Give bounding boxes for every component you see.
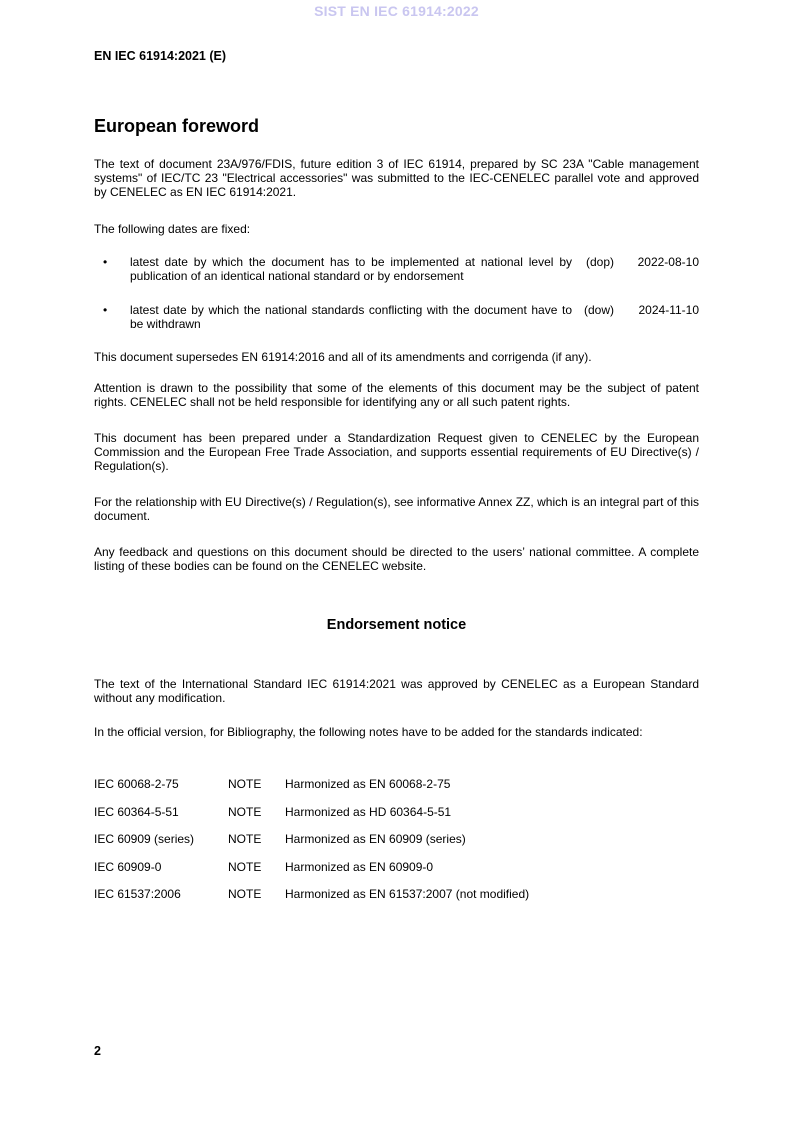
bullet-abbr: (dow) [583, 303, 614, 317]
paragraph-endorsement [94, 677, 699, 705]
bullet-date: 2022-08-10 [637, 255, 699, 269]
table-row [94, 887, 685, 915]
table-row [94, 832, 685, 860]
paragraph-text: Any feedback and questions on this document should be directed to the users’ national committee. A complete listing of these bodies can be found on the CENELEC website. [94, 545, 699, 573]
standard-ref: IEC 60909 (series) [94, 832, 195, 846]
note-text: Harmonized as EN 61537:2007 (not modified) [285, 887, 530, 901]
dates-bullet-list-2 [94, 303, 699, 331]
bullet-text: latest date by which the document has to be implemented at national level by publication of an identical national standard or by endorsement [130, 255, 572, 283]
paragraph-annex [94, 495, 699, 523]
table-row [94, 860, 685, 888]
paragraph-text: This document has been prepared under a Standardization Request given to CENELEC by the European Commission and the European Free Trade Association, and supports essential requirements of EU Directive(s) / Regulation(s). [94, 431, 699, 473]
note-text: Harmonized as EN 60068-2-75 [285, 777, 451, 791]
bullet-abbr: (dop) [585, 255, 614, 269]
note-label: NOTE [228, 859, 262, 874]
endorsement-title: Endorsement notice [326, 617, 467, 633]
page-number: 2 [94, 1044, 101, 1058]
paragraph-supersedes [94, 350, 699, 364]
page-title: European foreword [94, 116, 260, 136]
paragraph-text: For the relationship with EU Directive(s) / Regulation(s), see informative Annex ZZ, which is an integral part of this document. [94, 495, 699, 523]
note-label: NOTE [228, 777, 262, 791]
note-text: Harmonized as HD 60364-5-51 [285, 804, 452, 819]
note-text: Harmonized as EN 60909-0 [285, 859, 434, 874]
list-item [94, 255, 699, 283]
paragraph-text: This document supersedes EN 61914:2016 and all of its amendments and corrigenda (if any). [94, 350, 592, 364]
dates-bullet-list [94, 255, 699, 283]
list-item [94, 303, 699, 331]
standard-ref: IEC 61537:2006 [94, 887, 181, 901]
standard-ref: IEC 60364-5-51 [94, 804, 179, 819]
paragraph-standardization-request [94, 431, 699, 473]
note-text: Harmonized as EN 60909 (series) [285, 832, 466, 846]
note-label: NOTE [228, 832, 262, 846]
bullet-icon: • [103, 303, 108, 317]
bullet-date: 2024-11-10 [638, 303, 699, 317]
paragraph-text: In the official version, for Bibliography, the following notes have to be added for the standards indicated: [94, 725, 643, 739]
bullet-text: latest date by which the national standards conflicting with the document have to be withdrawn [130, 303, 572, 331]
note-label: NOTE [228, 804, 262, 819]
note-label: NOTE [228, 887, 262, 901]
table-row [94, 805, 685, 833]
notes-table [94, 777, 685, 915]
paragraph-patent [94, 381, 699, 409]
paragraph-text: Attention is drawn to the possibility that some of the elements of this document may be the subject of patent rights. CENELEC shall not be held responsible for identifying any or all such patent rights. [94, 381, 699, 409]
paragraph-intro [94, 157, 699, 199]
document-id-header: EN IEC 61914:2021 (E) [94, 49, 227, 63]
paragraph-feedback [94, 545, 699, 573]
paragraph-bibliography [94, 725, 699, 739]
standard-ref: IEC 60909-0 [94, 859, 162, 874]
paragraph-text: The following dates are fixed: [94, 222, 251, 236]
standard-ref: IEC 60068-2-75 [94, 777, 179, 791]
paragraph-text: The text of document 23A/976/FDIS, future edition 3 of IEC 61914, prepared by SC 23A "Cable management systems" of IEC/TC 23 "Electrical accessories" was submitted to the IEC-CENELEC parallel vote and approved by CENELEC as EN IEC 61914:2021. [94, 157, 699, 199]
paragraph-dates-fixed [94, 222, 699, 236]
bullet-icon: • [103, 255, 108, 269]
watermark: SIST EN IEC 61914:2022 [314, 3, 479, 19]
table-row [94, 777, 685, 805]
paragraph-text: The text of the International Standard IEC 61914:2021 was approved by CENELEC as a European Standard without any modification. [94, 677, 699, 705]
